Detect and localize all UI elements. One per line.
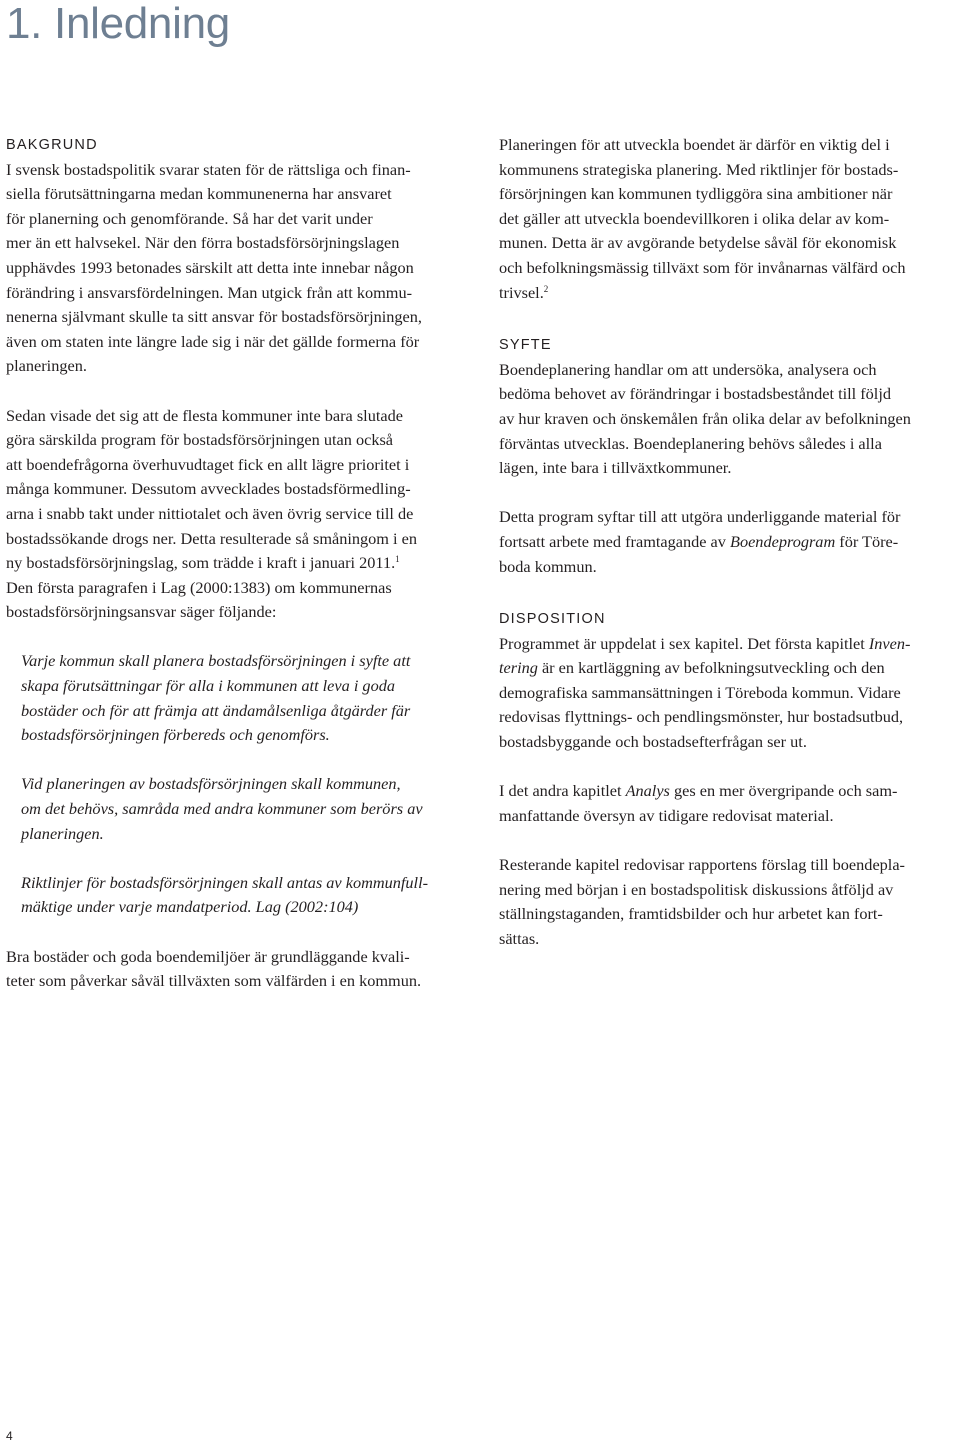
heading-bakgrund: BAKGRUND xyxy=(6,137,98,153)
paragraph-bakgrund-3: Bra bostäder och goda boendemiljöer är grundläggande kvali- teter som påverkar såväl tillväxten som välfärden i en kommun. xyxy=(6,946,422,991)
heading-syfte: SYFTE xyxy=(499,337,552,354)
paragraph-syfte-1: Boendeplanering handlar om att undersöka, analysera och bedöma behovet av förändringar i bostadsbeståndet till följd av hur kraven och önskemålen från olika delar av befolkningen förväntas utvecklas. Boendeplanering behövs således i alla lägen, inte bara i tillväxtkommuner. xyxy=(499,359,911,478)
paragraph-planering: Planeringen för att utveckla boendet är därför en viktig del i kommunens strategiska planering. Med riktlinjer för bostads- försörjningen kan kommunen tydliggöra sina ambitioner när det gäller att utveckla boendevillkoren i olika delar av kom- munen. Detta är av avgörande betydelse såväl för ekonomisk och befolkningsmässig tillväxt som för invånarnas välfärd och trivsel.$^2$ xyxy=(499,135,906,302)
left-column xyxy=(6,133,468,994)
paragraph-bakgrund-1: I svensk bostadspolitik svarar staten för de rättsliga och finan- siella förutsättningarna medan kommunenerna har ansvaret för planerning och genomförande. Så har det varit under mer än ett halvsekel. När den förra bostadsförsörjningslagen upphävdes 1993 betonades särskilt att detta inte innebar någon förändring i ansvarsfördelningen. Man utgick från att kommu- nenerna självmant skulle ta sitt ansvar för bostadsförsörjningen, även om staten inte längre lade sig i när det gällde formerna för planeringen. xyxy=(6,159,422,376)
law-quote-1: Varje kommun skall planera bostadsförsörjningen i syfte att skapa förutsättningar för alla i kommunen att leva i goda bostäder och för att främja att ändamålsenliga åtgärder fär bostadsförsörjningen förbereds och genomförs. xyxy=(21,651,411,745)
law-quote-2: Vid planeringen av bostadsförsörjningen skall kommunen, om det behövs, samråda med andra kommuner som berörs av planeringen. xyxy=(21,774,423,843)
footnote-marker-1: 1 xyxy=(395,554,400,565)
paragraph-disposition-3: Resterande kapitel redovisar rapportens förslag till boendepla- nering med början i en bostadspolitisk diskussions åtföljd av ställningstaganden, framtidsbilder och hur arbetet kan fort- sättas. xyxy=(499,855,905,948)
paragraph-disposition-1: Programmet är uppdelat i sex kapitel. Det första kapitlet Inven- tering är en kartläggning av befolkningsutveckling och den demografiska sammansättningen i Töreboda kommun. Vidare redovisas flyttnings- och pendlingsmönster, hur bostadsutbud, bostadsbyggande och bostadsefterfrågan ser ut. xyxy=(499,633,911,752)
paragraph-syfte-2: Detta program syftar till att utgöra underliggande material för fortsatt arbete med framtagande av Boendeprogram för Töre- boda kommun. xyxy=(499,507,901,576)
right-column xyxy=(499,133,951,951)
heading-disposition: DISPOSITION xyxy=(499,611,606,628)
law-quote-3: Riktlinjer för bostadsförsörjningen skall antas av kommunfull- mäktige under varje mandatperiod. Lag (2002:104) xyxy=(21,872,429,917)
paragraph-disposition-2: I det andra kapitlet Analys ges en mer övergripande och sam- manfattande översyn av tidigare redovisat material. xyxy=(499,781,898,825)
paragraph-bakgrund-2: Sedan visade det sig att de flesta kommuner inte bara slutade göra särskilda program för bostadsförsörjningen utan också att boendefrågorna överhuvudtaget fick en allt lägre prioritet i många kommuner. Dessutom avvecklades bostadsförmedling- arna i snabb takt under nittiotalet och även övrig service till de bostadssökande drogs ner. Detta resulterade så småningom i en ny bostadsförsörjningslag, som trädde i kraft i januari 2011.$^1$ Den första paragrafen i Lag (2000:1383) om kommunernas bostadsförsörjningsansvar säger följande: xyxy=(6,405,417,622)
page-number: 4 xyxy=(6,1429,13,1443)
chapter-title: 1. Inledning xyxy=(6,0,230,48)
footnote-marker-2: 2 xyxy=(543,283,549,294)
